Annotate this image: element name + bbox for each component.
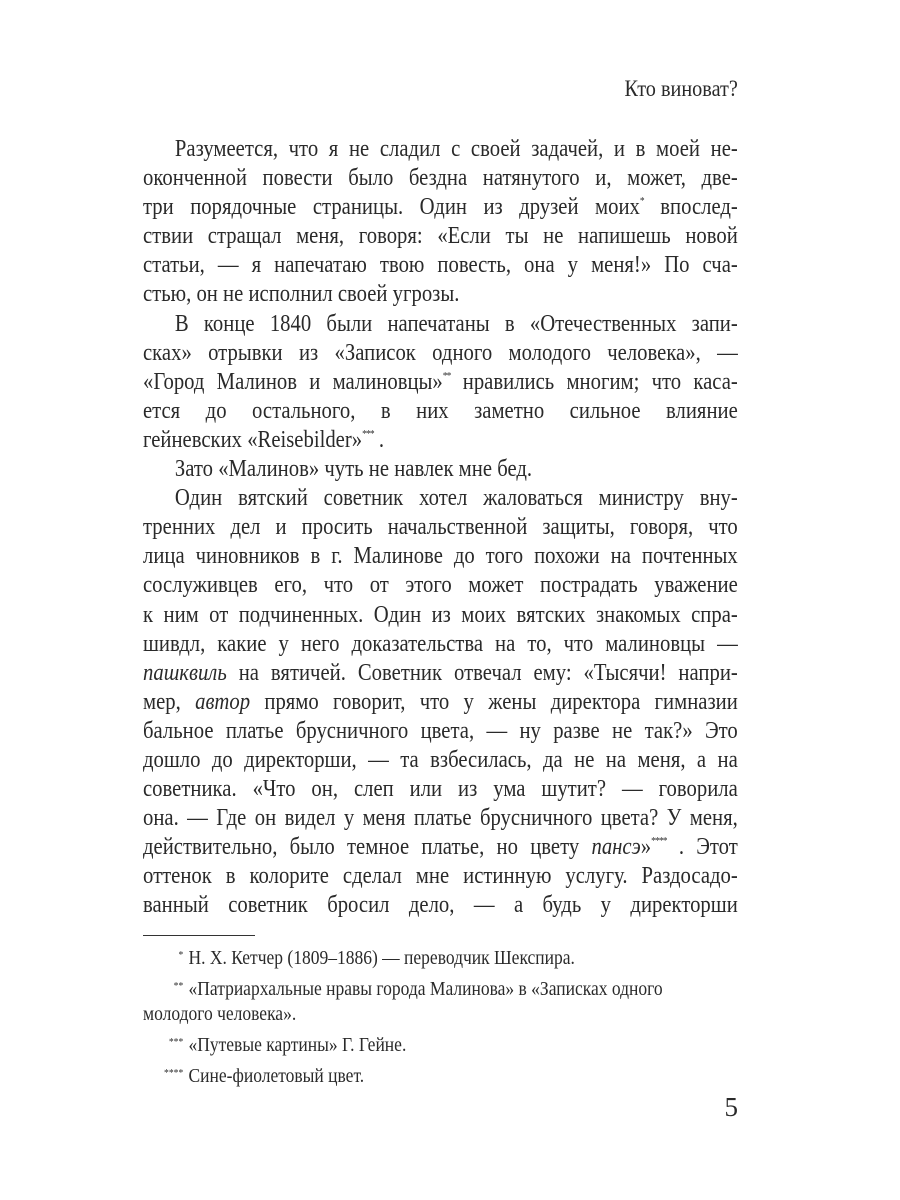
text-span: три порядочные страницы. Один из друзей моих [143, 194, 640, 221]
text-span: ванный советник бросил дело, — а будь у директорши [143, 892, 738, 919]
text-span: В конце 1840 были напечатаны в «Отечественных запи- [174, 310, 738, 337]
text-line [143, 571, 738, 600]
footnote-mark: * [178, 949, 184, 961]
footnote-text: Сине-фиолетовый цвет. [188, 1065, 365, 1087]
footnote-text: «Путевые картины» Г. Гейне. [188, 1034, 407, 1056]
text-line [143, 251, 738, 280]
text-span: сках» отрывки из «Записок одного молодого человека», — [143, 339, 738, 366]
main-text [143, 135, 738, 921]
text-line [143, 513, 738, 542]
text-line [143, 280, 738, 309]
text-span: статьи, — я напечатаю твою повесть, она у меня!» По сча- [143, 252, 738, 279]
text-line [143, 775, 738, 804]
footnotes [143, 943, 738, 1092]
text-span: на вятичей. Советник отвечал ему: «Тысячи! напри- [226, 659, 738, 686]
text-line [143, 222, 738, 251]
text-line [143, 339, 738, 368]
text-span: «Город Малинов и малиновцы» [143, 368, 443, 395]
text-span: оконченной повести было бездна натянутого и, может, две- [143, 165, 738, 192]
italic-text: автор [195, 688, 251, 715]
text-span: тренних дел и просить начальственной защиты, говоря, что [143, 514, 738, 541]
text-line [143, 426, 738, 455]
text-line [143, 601, 738, 630]
footnote [143, 943, 738, 971]
text-span: мер, [143, 688, 196, 715]
text-line [143, 746, 738, 775]
text-span: шивдл, какие у него доказательства на то, что малиновцы — [143, 630, 738, 657]
footnote-ref: ** [442, 369, 451, 382]
text-span: дошло до директорши, — та взбесилась, да не на меня, а на [143, 746, 738, 773]
italic-text: пансэ [591, 834, 641, 861]
italic-text: пашквиль [143, 659, 227, 686]
text-line [143, 717, 738, 746]
text-span: Разумеется, что я не сладил с своей задачей, и в моей не- [174, 136, 738, 162]
footnote-ref: * [639, 195, 644, 208]
text-line [143, 397, 738, 426]
text-span: нравились многим; что каса- [450, 368, 738, 395]
text-span: Зато «Малинов» чуть не навлек мне бед. [174, 456, 533, 483]
text-line [143, 804, 738, 833]
text-span: сослуживцев его, что от этого может пострадать уважение [143, 572, 738, 599]
text-span: действительно, было темное платье, но цвету [143, 834, 592, 861]
text-line [143, 833, 738, 862]
text-line [143, 630, 738, 659]
text-span: ствии стращал меня, говоря: «Если ты не напишешь новой [143, 223, 738, 250]
text-span: ется до остального, в них заметно сильное влияние [143, 397, 738, 424]
footnote-mark: ** [173, 980, 184, 992]
text-span: стью, он не исполнил своей угрозы. [143, 281, 460, 308]
footnote-mark: **** [164, 1067, 184, 1079]
footnote-text: «Патриархальные нравы города Малинова» в «Записках одного [188, 978, 663, 1000]
footnote [143, 1061, 738, 1089]
text-span: она. — Где он видел у меня платье брусничного цвета? У меня, [143, 805, 738, 832]
text-line [143, 659, 738, 688]
footnote-text: Н. Х. Кетчер (1809–1886) — переводчик Шекспира. [188, 947, 575, 969]
text-span: . [373, 426, 385, 453]
footnote [143, 1030, 738, 1058]
footnote-mark: *** [168, 1036, 184, 1048]
page-number: 5 [724, 1092, 738, 1122]
footnote-divider [143, 935, 255, 936]
text-line [143, 164, 738, 193]
text-span: . Этот [666, 834, 738, 861]
running-header: Кто виноват? [624, 76, 738, 101]
text-span: » [640, 834, 652, 861]
text-line [143, 891, 738, 920]
text-line [143, 193, 738, 222]
text-span: к ним от подчиненных. Один из моих вятских знакомых спра- [143, 601, 738, 628]
text-span: гейневских «Reisebilder» [143, 426, 363, 453]
text-line [143, 135, 738, 164]
text-span: лица чиновников в г. Малинове до того похожи на почтенных [143, 543, 738, 570]
text-span: прямо говорит, что у жены директора гимназии [250, 688, 738, 715]
text-span: бальное платье брусничного цвета, — ну разве не так?» Это [143, 717, 738, 744]
text-span: Один вятский советник хотел жаловаться министру вну- [174, 485, 738, 512]
text-span: впослед- [643, 194, 738, 221]
footnote [143, 974, 738, 1002]
text-line [143, 862, 738, 891]
footnote-ref: **** [651, 835, 667, 848]
text-line [143, 368, 738, 397]
text-line [143, 542, 738, 571]
footnote [143, 1002, 738, 1027]
text-line [143, 484, 738, 513]
footnote-text: молодого человека». [143, 1003, 297, 1025]
text-span: советника. «Что он, слеп или из ума шутит? — говорила [143, 776, 738, 803]
text-line [143, 310, 738, 339]
text-line [143, 688, 738, 717]
text-span: оттенок в колорите сделал мне истинную услугу. Раздосадо- [143, 863, 738, 890]
footnote-ref: *** [362, 427, 374, 440]
text-line [143, 455, 738, 484]
